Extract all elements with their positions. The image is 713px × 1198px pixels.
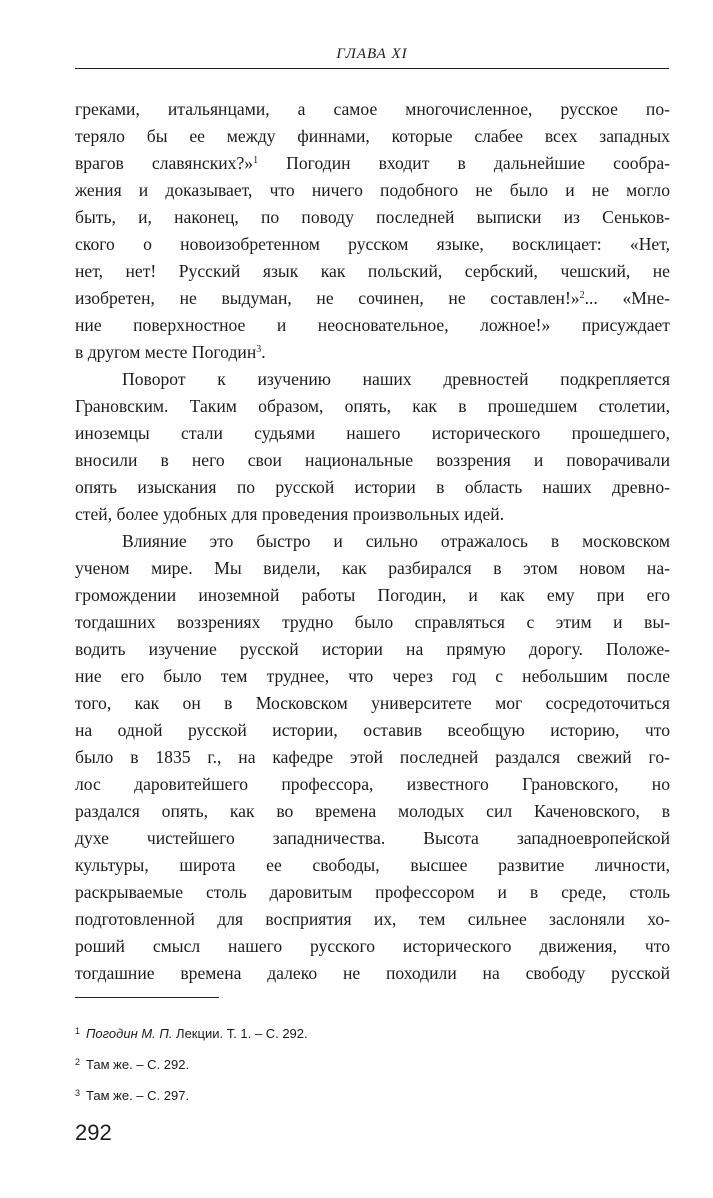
footnote <box>75 1048 308 1079</box>
text-line: врагов славянских?»$^1$ Погодин входит в дальнейшие сообра- <box>75 153 670 173</box>
footnote <box>75 1079 308 1110</box>
footnote-number: 1 <box>75 1026 81 1036</box>
text-line: ученом мире. Мы видели, как разбирался в этом новом на- <box>75 558 670 578</box>
text-line: Влияние это быстро и сильно отражалось в московском <box>122 531 670 551</box>
footnote-ref: 3 <box>256 344 262 355</box>
text-line: того, как он в Московском университете мог сосредоточиться <box>75 693 670 713</box>
body-text <box>75 96 670 987</box>
footnotes <box>75 1017 308 1110</box>
footnote-number: 2 <box>75 1057 81 1067</box>
text-line: вносили в него свои национальные воззрения и поворачивали <box>75 450 670 470</box>
text-line: опять изыскания по русской истории в область наших древно- <box>75 477 670 497</box>
footnote-author: Погодин М. П. <box>86 1026 173 1041</box>
footnote-separator <box>75 997 219 998</box>
text-line: Грановским. Таким образом, опять, как в прошедшем столетии, <box>75 396 670 416</box>
text-line: было в 1835 г., на кафедре этой последней раздался свежий го- <box>75 747 670 767</box>
text-line: раскрываемые столь даровитым профессором и в среде, столь <box>75 882 670 902</box>
running-header <box>75 44 669 69</box>
text-line: жения и доказывает, что ничего подобного не было и не могло <box>75 180 670 200</box>
text-line: стей, более удобных для проведения произвольных идей. <box>75 504 505 524</box>
footnote-ref: 2 <box>579 290 585 301</box>
text-line: громождении иноземной работы Погодин, и как ему при его <box>75 585 670 605</box>
text-line: Поворот к изучению наших древностей подкрепляется <box>122 369 670 389</box>
footnote-text: Лекции. Т. 1. – С. 292. <box>172 1026 308 1041</box>
text-line: культуры, широта ее свободы, высшее развитие личности, <box>75 855 670 875</box>
text-line: тогдашние времена далеко не походили на свободу русской <box>75 963 670 983</box>
text-line: водить изучение русской истории на прямую дорогу. Положе- <box>75 639 670 659</box>
text-line: нет, нет! Русский язык как польский, сербский, чешский, не <box>75 261 670 281</box>
text-line: лос даровитейшего профессора, известного Грановского, но <box>75 774 670 794</box>
text-line: ние его было тем труднее, что через год с небольшим после <box>75 666 670 686</box>
text-line: изобретен, не выдуман, не сочинен, не составлен!»$^2$... «Мне- <box>75 288 670 308</box>
footnote-ref: 1 <box>253 155 259 166</box>
text-line: теряло бы ее между финнами, которые слабее всех западных <box>75 126 670 146</box>
text-line: роший смысл нашего русского исторического движения, что <box>75 936 670 956</box>
text-line: раздался опять, как во времена молодых сил Каченовского, в <box>75 801 670 821</box>
chapter-title: ГЛАВА XI <box>336 46 408 62</box>
text-line: на одной русской истории, оставив всеобщую историю, что <box>75 720 670 740</box>
text-line: подготовленной для восприятия их, тем сильнее заслоняли хо- <box>75 909 670 929</box>
text-line: ского о новоизобретенном русском языке, восклицает: «Нет, <box>75 234 670 254</box>
text-line: греками, итальянцами, а самое многочисленное, русское по- <box>75 99 670 119</box>
text-line: духе чистейшего западничества. Высота западноевропейской <box>75 828 670 848</box>
footnote-text: Там же. – С. 297. <box>86 1088 190 1103</box>
page-number: 292 <box>75 1120 112 1145</box>
text-line: в другом месте Погодин$^3$. <box>75 342 266 362</box>
text-line: ние поверхностное и неосновательное, ложное!» присуждает <box>75 315 670 335</box>
text-line: тогдашних воззрениях трудно было справляться с этим и вы- <box>75 612 670 632</box>
footnote-text: Там же. – С. 292. <box>86 1057 190 1072</box>
footnote <box>75 1017 308 1048</box>
footnote-number: 3 <box>75 1088 81 1098</box>
text-line: быть, и, наконец, по поводу последней выписки из Сеньков- <box>75 207 670 227</box>
text-line: иноземцы стали судьями нашего исторического прошедшего, <box>75 423 670 443</box>
